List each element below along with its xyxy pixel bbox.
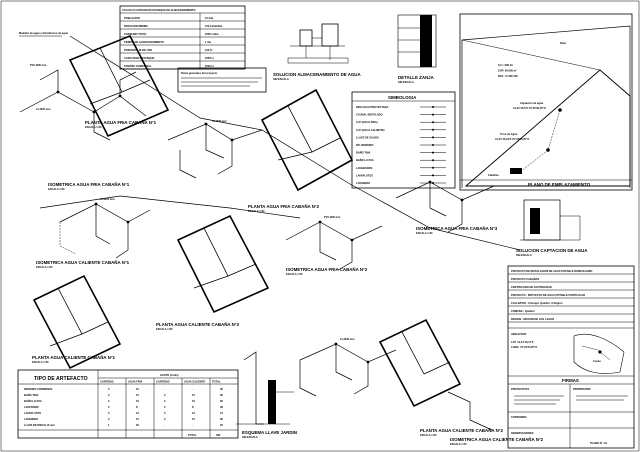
- fixture-row-total: 48: [220, 406, 223, 409]
- svg-text:Cu Ø20 mm: Cu Ø20 mm: [340, 338, 355, 341]
- iso-title-fria-3: ISOMETRICA AGUA FRIA CABAÑA N°3: [416, 226, 498, 231]
- fixture-gasto-header: GASTO (L/min): [160, 374, 179, 377]
- fixture-table-title: TIPO DE ARTEFACTO: [34, 376, 88, 382]
- svg-text:ESCALA 1:50: ESCALA 1:50: [450, 443, 467, 446]
- legend-item-label: LLP (AGUA CALIENTE): [356, 128, 385, 132]
- legend-item-label: LAVAMANOS: [356, 166, 373, 170]
- captacion-label: Captación de agua: [520, 102, 544, 105]
- legend-item-label: LAVAPLATOS: [356, 174, 373, 178]
- svg-text:ESCALA 1:50: ESCALA 1:50: [85, 126, 102, 129]
- calc-row-value: 150 Lt/hab/dia: [205, 25, 223, 28]
- cabin-1-hot-plan: [32, 276, 120, 368]
- legend-item-marker: [432, 114, 434, 116]
- legend-item-marker: [432, 174, 434, 176]
- cabin-2-hot-plan: [380, 320, 504, 437]
- fixture-row-cant2: -: [164, 424, 165, 427]
- isometric-fria-2: [286, 215, 382, 276]
- site-coord-line: ROL: U/ 695 330: [498, 75, 518, 78]
- fixture-row-cant2: 3: [164, 406, 166, 409]
- fixture-row-cant1: 3: [108, 406, 110, 409]
- fixture-row-name: BAÑO TINA: [24, 394, 39, 397]
- legend-item-marker: [432, 167, 434, 169]
- calc-table-title: CALCULO CAPACIDAD ESTANQUE DE ALMACENAMIENTO: [122, 9, 196, 12]
- fixture-row-fria: 15: [136, 418, 139, 421]
- fixture-row-cant1: 3: [108, 394, 110, 397]
- calc-row-label: TAMAÑO COMERCIAL: [124, 65, 152, 68]
- storage-tank-drawing: [273, 24, 361, 81]
- calc-row-label: PORCENTAJE DE USO: [124, 49, 153, 52]
- fixture-row-total: 20: [220, 424, 223, 427]
- calc-row-label: POBLACION: [124, 17, 140, 20]
- svg-text:Cu Ø20 mm: Cu Ø20 mm: [100, 198, 115, 201]
- fixture-row-caliente: 12: [192, 412, 195, 415]
- legend-item-label: LAVADERO: [356, 182, 371, 185]
- cabin-3-hot-plan: [156, 216, 268, 331]
- water-intake-drawing: [516, 200, 588, 257]
- captacion-coords: 41,44°16,5'S 73°43'36,45"O: [513, 107, 546, 110]
- torre-coords: 41,44°16,91'S 73°43'35,25"O: [495, 138, 530, 141]
- fixture-col-header: AGUA CALIENTE: [184, 380, 206, 384]
- fixture-row-total: 90: [220, 394, 223, 397]
- fixture-row-total: 72: [220, 412, 223, 415]
- tb-contenido: CONTENIDO: [511, 416, 527, 419]
- tb-firmas: FIRMAS: [562, 378, 579, 383]
- legend-item-marker: [432, 152, 434, 154]
- legend-item-label: LLAVE DE SALIDA: [356, 136, 380, 140]
- garden-tap-drawing: [236, 352, 297, 439]
- fixture-row-fria: 15: [136, 394, 139, 397]
- tb-header-row: PROYECTO DE INSTALACION DE AGUA POTABLE DOMICILIARIO: [511, 270, 593, 273]
- fixture-row-cant1: 3: [108, 418, 110, 421]
- tb-header-row: COMUNA : Quellón: [511, 310, 535, 313]
- calc-row-value: 2250 Lt/dia: [205, 33, 219, 36]
- fixture-row-name: INODORO CORRIENTE: [24, 388, 53, 391]
- intake-title: SOLUCION CAPTACION DE AGUA: [516, 248, 588, 253]
- tb-observaciones: OBSERVACIONES: [511, 432, 534, 435]
- calc-table: [120, 6, 245, 69]
- tb-plano-code: PLANO N° 1/1: [590, 442, 608, 445]
- notes-text: Notas generales del proyecto: [181, 72, 218, 75]
- cabin-2-cold-plan: [248, 90, 352, 213]
- legend-item-label: BAÑO TINA: [356, 151, 371, 155]
- calc-row-value: 1 dia: [205, 41, 211, 44]
- svg-text:ESCALA 1:50: ESCALA 1:50: [156, 328, 173, 331]
- svg-text:ESCALA 1:50: ESCALA 1:50: [420, 434, 437, 437]
- legend-item-marker: [432, 129, 434, 131]
- site-coord-line: S.U.: 683-10: [498, 64, 513, 67]
- fixture-col-header: CANTIDAD: [156, 380, 170, 384]
- fixture-row-total: 30: [220, 388, 223, 391]
- fixture-row-caliente: 10: [192, 400, 195, 403]
- trench-title: DETALLE ZANJA: [398, 75, 434, 80]
- calc-row-label: TIEMPO DE ALMACENAMIENTO: [124, 41, 164, 44]
- site-plan-title: PLANO DE EMPLAZAMIENTO: [528, 182, 591, 187]
- tb-place: Cucao: [593, 360, 601, 363]
- garden-tap-title: ESQUEMA LLAVE JARDIN: [242, 430, 297, 435]
- location-dot: [598, 350, 601, 353]
- plan-title-fria-2: PLANTA AGUA FRIA CABAÑA N°2: [248, 204, 320, 209]
- calc-row-value: 2500 Lt: [205, 65, 214, 68]
- iso-title-caliente-1: ISOMETRICA AGUA CALIENTE CABAÑA N°1: [36, 260, 130, 265]
- cabin-1-cold-plan: [70, 36, 168, 136]
- legend-item-marker: [432, 106, 434, 108]
- fixture-table: [18, 370, 238, 438]
- calc-row-value: 100 %: [205, 49, 213, 52]
- fixture-row-fria: 8: [136, 406, 138, 409]
- fixture-row-cant2: 3: [164, 418, 166, 421]
- legend-item-label: LLP (AGUA FRIA): [356, 121, 378, 125]
- legend-item-marker: [432, 136, 434, 138]
- legend-item-label: WC INODORO: [356, 144, 374, 147]
- svg-text:ESCALA 1:50: ESCALA 1:50: [416, 232, 433, 235]
- fixture-row-fria: 12: [136, 412, 139, 415]
- plan-title-caliente-2: PLANTA AGUA CALIENTE CABAÑA N°2: [420, 428, 503, 433]
- fixture-row-caliente: 8: [192, 406, 194, 409]
- fixture-row-cant1: 3: [108, 388, 110, 391]
- fixture-row-name: LAVATORIO: [24, 406, 39, 409]
- fixture-total-label: TOTAL: [188, 434, 197, 437]
- tb-header-row: REGION : REGION DE LOS LAGOS: [511, 318, 555, 321]
- calc-row-label: CONSUMO TOTAL: [124, 33, 147, 36]
- svg-text:SIN ESCALA: SIN ESCALA: [242, 436, 258, 439]
- road-label: Ruta: [560, 42, 566, 45]
- notes-box: [178, 68, 266, 92]
- iso-title-caliente-2: ISOMETRICA AGUA CALIENTE CABAÑA N°2: [450, 437, 544, 442]
- fixture-row-cant1: 3: [108, 412, 110, 415]
- legend-item-label: BAÑO LLUVIA: [356, 159, 374, 163]
- site-coord-line: SUP: 60.000 m²: [498, 69, 517, 73]
- trench-detail: [398, 15, 436, 84]
- calc-row-value: 15 hab: [205, 17, 214, 20]
- svg-text:ESCALA 1:50: ESCALA 1:50: [36, 266, 53, 269]
- fixture-col-header: AGUA FRIA: [128, 380, 143, 384]
- fixture-col-header: TOTAL: [212, 380, 221, 384]
- site-plan: [460, 14, 632, 190]
- legend-item-label: RED AGUA PROYECTADA: [356, 106, 389, 109]
- svg-text:SIN ESCALA: SIN ESCALA: [273, 78, 289, 81]
- calc-row-value: 2250 Lt: [205, 57, 214, 60]
- fixture-row-fria: 20: [136, 424, 139, 427]
- isometric-fria-3: [396, 181, 498, 235]
- fixture-row-fria: 10: [136, 388, 139, 391]
- fixture-row-cant2: 3: [164, 394, 166, 397]
- plan-title-fria-1: PLANTA AGUA FRIA CABAÑA N°1: [85, 120, 157, 125]
- tb-header-row: CERTIFICADO DE FACTIBILIDAD: [511, 286, 552, 289]
- svg-text:PVC Ø20 mm: PVC Ø20 mm: [30, 64, 47, 67]
- svg-text:SIN ESCALA: SIN ESCALA: [516, 254, 532, 257]
- svg-text:Cu Ø20 mm: Cu Ø20 mm: [212, 120, 227, 123]
- medidor-label: Medidor de agua y distribucion de agua: [19, 32, 68, 35]
- fixture-row-name: LAVAPLATOS: [24, 412, 41, 415]
- tb-proyectista: PROYECTISTA: [511, 388, 530, 391]
- calc-row-label: DOTACION MINIMA: [124, 25, 148, 28]
- torre-label: Torre de Agua: [500, 133, 518, 136]
- tb-long: LONG: 73°43'34,25"O: [511, 346, 538, 349]
- tb-propietario: PROPIETARIO: [573, 388, 591, 391]
- tb-header-row: PROYECTO CABAÑAS: [511, 278, 540, 281]
- fixture-row-caliente: 15: [192, 394, 195, 397]
- title-block: [508, 266, 634, 448]
- fixture-row-cant1: 3: [108, 400, 110, 403]
- legend-item-label: CAUDAL INSTALADO: [356, 113, 383, 117]
- legend-simbologia: [352, 92, 455, 188]
- fixture-row-name: LLAVE DE RIEGO 13 mm: [24, 424, 55, 427]
- cabanas-label: Cabañas: [488, 174, 499, 177]
- storage-title: SOLUCION ALMACENAMIENTO DE AGUA: [273, 72, 361, 77]
- fixture-row-name: BAÑO LLUVIA: [24, 400, 42, 403]
- legend-item-marker: [432, 159, 434, 161]
- iso-title-fria-1: ISOMETRICA AGUA FRIA CABAÑA N°1: [48, 182, 130, 187]
- fixture-total-value: 390: [216, 434, 221, 437]
- fixture-row-fria: 10: [136, 400, 139, 403]
- svg-text:PVC Ø20 mm: PVC Ø20 mm: [324, 216, 341, 219]
- legend-title: SIMBOLOGIA: [388, 95, 417, 100]
- fixture-row-cant1: 1: [108, 424, 110, 427]
- fixture-row-caliente: 15: [192, 418, 195, 421]
- fixture-row-cant2: 3: [164, 412, 166, 415]
- iso-title-fria-2: ISOMETRICA AGUA FRIA CABAÑA N°2: [286, 267, 368, 272]
- fixture-row-total: 60: [220, 400, 223, 403]
- isometric-fria-1-detail: [168, 119, 262, 178]
- plan-title-caliente-1: PLANTA AGUA CALIENTE CABAÑA N°1: [32, 355, 115, 360]
- svg-text:ESCALA 1:50: ESCALA 1:50: [32, 361, 49, 364]
- svg-text:Cu Ø20 mm: Cu Ø20 mm: [36, 108, 51, 111]
- calc-row-label: CAPACIDAD ESTANQUE: [124, 57, 155, 60]
- main-supply-line: [70, 36, 520, 250]
- tb-lat: LAT: 41,44°16,17'S: [511, 341, 534, 344]
- plan-title-caliente-3: PLANTA AGUA CALIENTE CABAÑA N°3: [156, 322, 239, 327]
- svg-text:ESCALA 1:50: ESCALA 1:50: [248, 210, 265, 213]
- fixture-col-header: CANTIDAD: [100, 380, 114, 384]
- svg-text:ESCALA 1:50: ESCALA 1:50: [286, 273, 303, 276]
- svg-text:SIN ESCALA: SIN ESCALA: [398, 81, 414, 84]
- fixture-row-cant2: -: [164, 388, 165, 391]
- legend-item-marker: [432, 144, 434, 146]
- fixture-row-caliente: -: [192, 424, 193, 427]
- fixture-row-cant2: 3: [164, 400, 166, 403]
- tb-ubicacion: UBICACION:: [511, 333, 527, 336]
- svg-text:ESCALA 1:50: ESCALA 1:50: [48, 188, 65, 191]
- tb-header-row: PROYECTO : PROYECTO DE AGUA POTABLE PARTICULAR: [511, 294, 586, 297]
- fixture-row-total: 90: [220, 418, 223, 421]
- fixture-row-name: LAVADERO: [24, 418, 39, 421]
- isometric-caliente-1: [36, 197, 150, 269]
- fixture-row-caliente: -: [192, 388, 193, 391]
- tb-header-row: CALLE/FDO : Chonqui, Quellón, X Región: [511, 302, 563, 305]
- legend-item-marker: [432, 121, 434, 123]
